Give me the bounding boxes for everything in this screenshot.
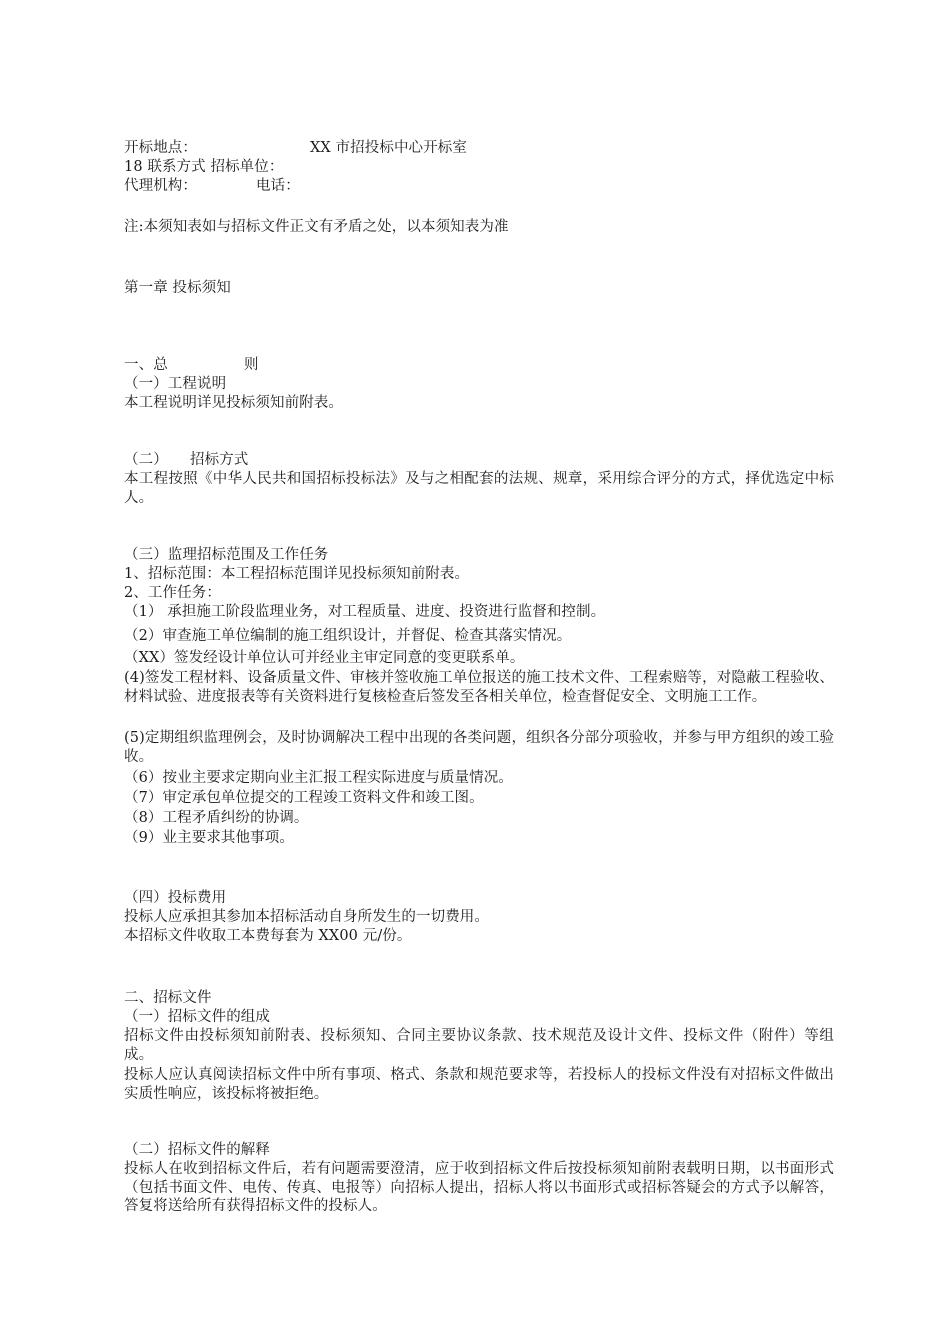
sub2-title-a: （二） (124, 452, 168, 468)
section2-sub2-title: （二）招标文件的解释 (124, 1142, 270, 1158)
agency-label: 代理机构： (124, 178, 197, 194)
sub4-title: （四）投标费用 (124, 890, 227, 906)
sub3-item1: 1、招标范围：本工程招标范围详见投标须知前附表。 (124, 566, 470, 582)
task-item-8: （8）工程矛盾纠纷的协调。 (124, 810, 309, 826)
task-item-1: （1） 承担施工阶段监理业务，对工程质量、进度、投资进行监督和控制。 (124, 604, 606, 620)
note-text: 注:本须知表如与招标文件正文有矛盾之处，以本须知表为准 (124, 219, 509, 235)
contact-row: 18 联系方式 招标单位： (124, 159, 284, 175)
task-item-6: （6）按业主要求定期向业主汇报工程实际进度与质量情况。 (124, 770, 513, 786)
sub3-item2: 2、工作任务： (124, 585, 221, 601)
section2-sub1-title: （一）招标文件的组成 (124, 1009, 270, 1025)
section1-title-b: 则 (244, 357, 259, 373)
section1-title-a: 一、总 (124, 357, 168, 373)
sub4-text2: 本招标文件收取工本费每套为 XX00 元/份。 (124, 928, 412, 944)
chapter-title: 第一章 投标须知 (124, 280, 231, 296)
section2-sub1-text1: 招标文件由投标须知前附表、投标须知、合同主要协议条款、技术规范及设计文件、投标文件（附件）等组成。 (124, 1028, 834, 1063)
section2-sub2-text: 投标人在收到招标文件后，若有问题需要澄清，应于收到招标文件后按投标须知前附表载明日期，以书面形式（包括书面文件、电传、传真、电报等）向招标人提出，招标人将以书面形式或招标答疑会的方式予以解答，答复将送给所有获得招标文件的投标人。 (124, 1161, 834, 1214)
task-item-9: （9）业主要求其他事项。 (124, 830, 294, 846)
phone-label: 电话： (256, 178, 300, 194)
task-item-3: （XX）签发经设计单位认可并经业主审定同意的变更联系单。 (124, 650, 525, 666)
sub4-text1: 投标人应承担其参加本招标活动自身所发生的一切费用。 (124, 909, 489, 925)
venue-value: XX 市招投标中心开标室 (310, 140, 467, 156)
agency-row (124, 177, 834, 196)
sub2-title (124, 451, 834, 470)
sub2-title-b: 招标方式 (190, 452, 249, 468)
venue-label: 开标地点： (124, 140, 197, 156)
section2-sub1-text2: 投标人应认真阅读招标文件中所有事项、格式、条款和规范要求等，若投标人的投标文件没有对招标文件做出实质性响应，该投标将被拒绝。 (124, 1067, 834, 1102)
task-item-4: (4)签发工程材料、设备质量文件、审核并签收施工单位报送的施工技术文件、工程索赔等，对隐蔽工程验收、材料试验、进度报表等有关资料进行复核检查后签发至各相关单位，检查督促安全、文明施工工作。 (124, 670, 834, 705)
sub1-text: 本工程说明详见投标须知前附表。 (124, 395, 343, 411)
task-item-5: (5)定期组织监理例会，及时协调解决工程中出现的各类问题，组织各分部分项验收，并参与甲方组织的竣工验收。 (124, 730, 834, 765)
sub3-title: （三）监理招标范围及工作任务 (124, 547, 329, 563)
section2-title: 二、招标文件 (124, 990, 212, 1006)
sub1-title: （一）工程说明 (124, 376, 227, 392)
section1-title (124, 356, 834, 375)
task-item-7: （7）审定承包单位提交的工程竣工资料文件和竣工图。 (124, 790, 484, 806)
venue-row (124, 139, 834, 158)
sub2-text: 本工程按照《中华人民共和国招标投标法》及与之相配套的法规、规章，采用综合评分的方式，择优选定中标人。 (124, 471, 834, 506)
task-item-2: （2）审查施工单位编制的施工组织设计，并督促、检查其落实情况。 (124, 628, 572, 644)
